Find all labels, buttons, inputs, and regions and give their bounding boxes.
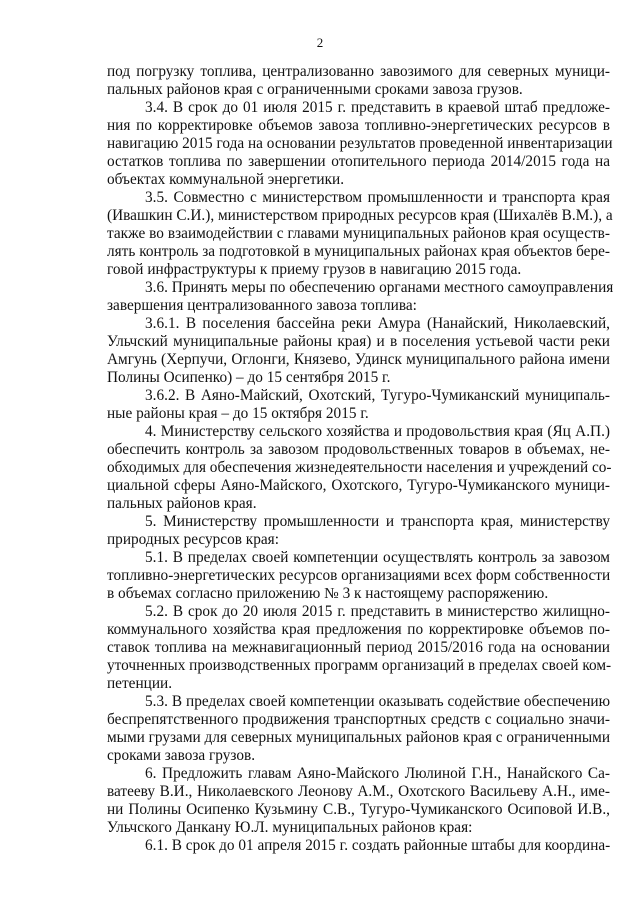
text-line: объектах коммунальной энергетики. <box>107 171 345 188</box>
text-line: лять контроль за подготовкой в муниципальных районах края объектов бере- <box>107 243 610 260</box>
text-line: навигацию 2015 года на основании результатов проведенной инвентаризации <box>107 135 613 152</box>
text-line: обеспечить контроль за завозом продовольственных товаров в объемах, не- <box>107 441 610 458</box>
text-line: говой инфраструктуры к приему грузов в навигацию 2015 года. <box>107 261 522 278</box>
text-line: 3.5. Совместно с министерством промышленности и транспорта края <box>145 189 610 206</box>
text-line: Ульчского Данкану Ю.Л. муниципальных районов края: <box>107 819 473 836</box>
text-line: 5.2. В срок до 20 июля 2015 г. представить в министерство жилищно- <box>145 603 610 620</box>
text-line: ставок топлива на межнавигационный период 2015/2016 года на основании <box>107 639 610 656</box>
text-line: 3.6.1. В поселения бассейна реки Амура (Нанайский, Николаевский, <box>145 315 610 332</box>
text-line: ватееву В.И., Николаевского Леонову А.М., Охотского Васильеву А.Н., име- <box>107 783 610 800</box>
text-line: 5.3. В пределах своей компетенции оказывать содействие обеспечению <box>145 693 610 710</box>
text-line: беспрепятственного продвижения транспортных средств с социально значи- <box>107 711 610 728</box>
text-line: ния по корректировке объемов завоза топливно-энергетических ресурсов в <box>107 117 610 134</box>
text-line: остатков топлива по завершении отопительного периода 2014/2015 года на <box>107 153 610 170</box>
document-body <box>107 63 614 855</box>
text-line: также во взаимодействии с главами муниципальных районов края осуществ- <box>107 225 610 242</box>
text-line: мыми грузами для северных муниципальных районов края с ограниченными <box>107 729 611 746</box>
text-line: в объемах согласно приложению № 3 к настоящему распоряжению. <box>107 585 549 602</box>
text-line: петенции. <box>107 675 173 692</box>
text-line: 3.6.2. В Аяно-Майский, Охотский, Тугуро-Чумиканский муниципаль- <box>145 387 610 404</box>
text-line: циальной сферы Аяно-Майского, Охотского, Тугуро-Чумиканского муници- <box>107 477 610 494</box>
text-line: топливно-энергетических ресурсов организациями всех форм собственности <box>107 567 611 584</box>
text-line: обходимых для обеспечения жизнедеятельности населения и учреждений со- <box>107 459 612 476</box>
text-line: ные районы края – до 15 октября 2015 г. <box>107 405 369 422</box>
text-line: 4. Министерству сельского хозяйства и продовольствия края (Яц А.П.) <box>145 423 610 440</box>
text-line: 6.1. В срок до 01 апреля 2015 г. создать районные штабы для координа- <box>145 837 611 854</box>
page-number: 2 <box>316 35 324 50</box>
text-line: Ульчский муниципальные районы края) и в поселения устьевой части реки <box>107 333 610 350</box>
text-line: 3.4. В срок до 01 июля 2015 г. представить в краевой штаб предложе- <box>145 99 610 116</box>
text-line: Полины Осипенко) – до 15 сентября 2015 г. <box>107 369 391 386</box>
text-line: завершения централизованного завоза топлива: <box>107 297 417 314</box>
text-line: природных ресурсов края: <box>107 531 279 548</box>
text-line: пальных районов края с ограниченными сроками завоза грузов. <box>107 81 523 98</box>
text-line: уточненных производственных программ организаций в пределах своей ком- <box>107 657 612 674</box>
text-line: 5.1. В пределах своей компетенции осуществлять контроль за завозом <box>145 549 610 566</box>
text-line: 5. Министерству промышленности и транспорта края, министерству <box>145 513 610 530</box>
text-line: под погрузку топлива, централизованно завозимого для северных муници- <box>107 63 610 80</box>
text-line: ни Полины Осипенко Кузьмину С.В., Тугуро-Чумиканского Осиповой И.В., <box>107 801 610 818</box>
text-line: сроками завоза грузов. <box>107 747 256 764</box>
text-line: пальных районов края. <box>107 495 257 512</box>
text-line: (Ивашкин С.И.), министерством природных ресурсов края (Шихалёв В.М.), а <box>107 207 613 224</box>
text-line: Амгунь (Херпучи, Оглонги, Князево, Удинск муниципального района имени <box>107 351 610 368</box>
text-line: коммунального хозяйства края предложения по корректировке объемов по- <box>107 621 610 638</box>
text-line: 3.6. Принять меры по обеспечению органами местного самоуправления <box>145 279 614 296</box>
text-line: 6. Предложить главам Аяно-Майского Люлиной Г.Н., Нанайского Са- <box>145 765 610 782</box>
